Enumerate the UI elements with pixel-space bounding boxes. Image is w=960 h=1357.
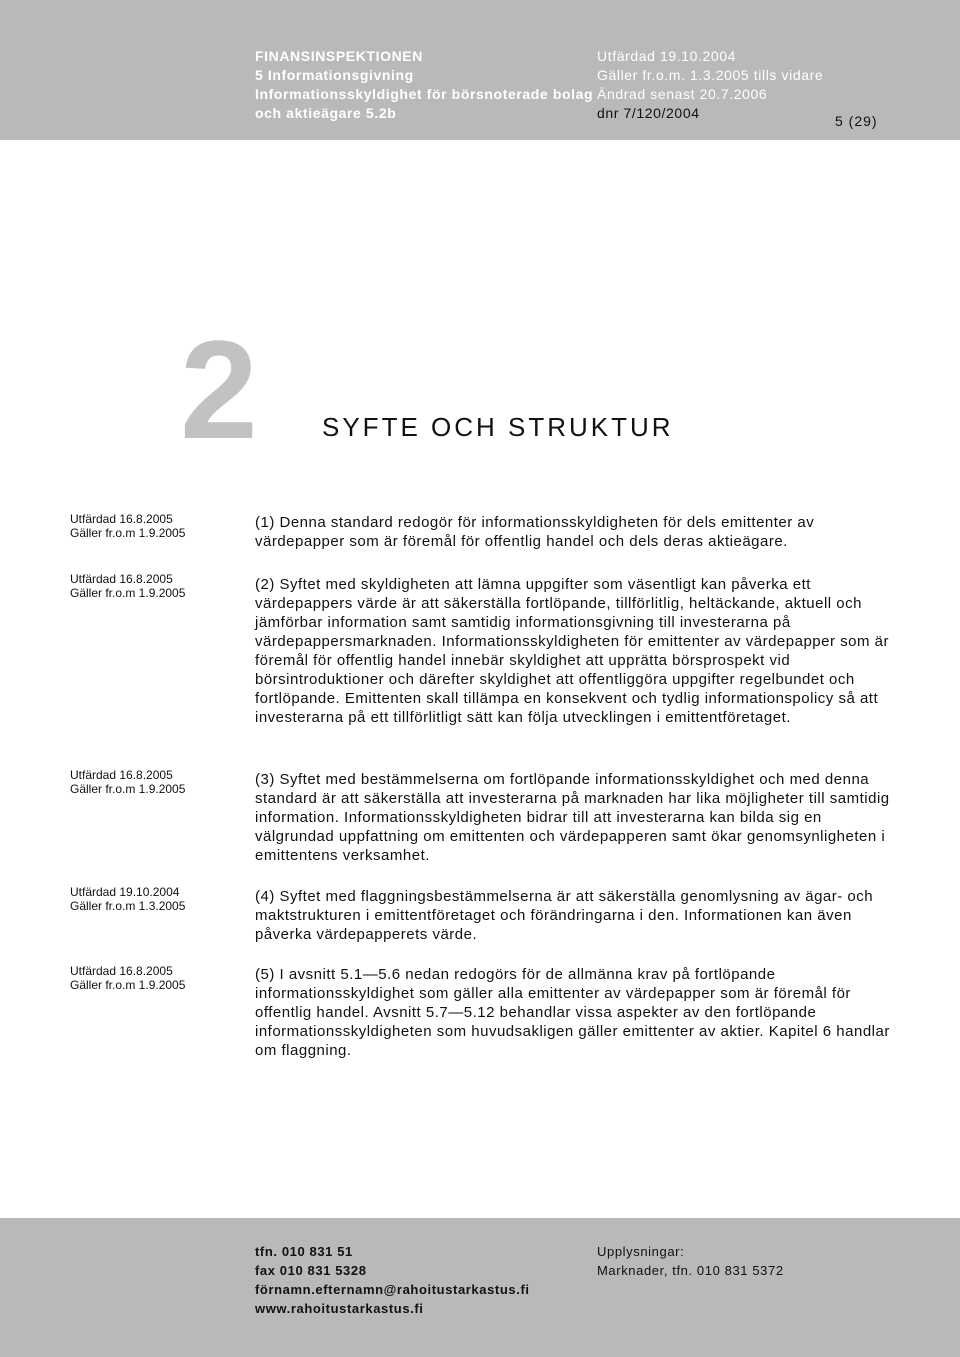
margin-valid: Gäller fr.o.m 1.9.2005 [70,526,186,540]
header-subject: Informationsskyldighet för börsnoterade bolag [255,86,594,102]
header-section: 5 Informationsgivning [255,67,414,83]
page-footer [0,1218,960,1357]
footer-email: förnamn.efternamn@rahoitustarkastus.fi [255,1282,530,1297]
margin-valid: Gäller fr.o.m 1.9.2005 [70,782,186,796]
chapter-title: SYFTE OCH STRUKTUR [322,412,674,442]
header-issued-date: Utfärdad 19.10.2004 [597,48,737,64]
header-org-name: FINANSINSPEKTIONEN [255,48,423,64]
margin-valid: Gäller fr.o.m 1.3.2005 [70,899,186,913]
footer-info-block [597,1242,784,1280]
footer-fax: fax 010 831 5328 [255,1263,367,1278]
margin-note [70,964,185,992]
margin-valid: Gäller fr.o.m 1.9.2005 [70,978,186,992]
footer-website: www.rahoitustarkastus.fi [255,1301,424,1316]
margin-note [70,768,185,796]
margin-note [70,572,185,600]
page-header [0,0,960,140]
chapter-number: 2 [180,311,254,468]
margin-valid: Gäller fr.o.m 1.9.2005 [70,586,186,600]
margin-note [70,885,185,913]
margin-issued: Utfärdad 16.8.2005 [70,512,173,526]
header-dnr: dnr 7/120/2004 [597,105,700,121]
margin-issued: Utfärdad 16.8.2005 [70,572,173,586]
footer-phone: tfn. 010 831 51 [255,1244,353,1259]
header-amended: Ändrad senast 20.7.2006 [597,86,768,102]
paragraph: (4) Syftet med flaggningsbestämmelserna är att säkerställa genomlysning av ägar- och maktstrukturen i emittentföretaget och förändringarna i den. Informationen kan även påverka värdepapperets värde. [255,888,874,943]
header-left-block [255,47,593,123]
margin-issued: Utfärdad 19.10.2004 [70,885,180,899]
paragraph: (5) I avsnitt 5.1—5.6 nedan redogörs för de allmänna krav på fortlöpande informationsskyldighet som gäller alla emittenter av värdepapper som är föremål för offentlig handel. Avsnitt 5.7—5.12 behandlar vissa aspekter av den fortlöpande informationsskyldigheten som huvudsakligen gäller emittenter av aktier. Kapitel 6 handlar om flaggning. [255,966,890,1059]
margin-issued: Utfärdad 16.8.2005 [70,768,173,782]
paragraph: (1) Denna standard redogör för informationsskyldigheten för dels emittenter av värdepapper som är föremål för offentlig handel och dels deras aktieägare. [255,514,815,550]
margin-note [70,512,185,540]
footer-info-phone: Marknader, tfn. 010 831 5372 [597,1263,784,1278]
header-valid-from: Gäller fr.o.m. 1.3.2005 tills vidare [597,67,824,83]
margin-issued: Utfärdad 16.8.2005 [70,964,173,978]
header-right-block [597,47,823,123]
page-number: 5 (29) [835,113,878,129]
footer-info-label: Upplysningar: [597,1244,685,1259]
header-subject-cont: och aktieägare 5.2b [255,105,397,121]
paragraph: (2) Syftet med skyldigheten att lämna uppgifter som väsentligt kan påverka ett värdepappers värde är att säkerställa fortlöpande, tillförlitlig, heltäckande, aktuell och jämförbar information samt samtidig informationsgivning till investerarna på värdepappersmarknaden. Informationsskyldigheten för emittenter av värdepapper som är föremål för offentlig handel innebär skyldighet att upprätta börsprospekt vid börsintroduktioner och därefter skyldighet att offentliggöra uppgifter regelbundet och fortlöpande. Emittenten skall tillämpa en konsekvent och tydlig informationspolicy så att investerarna på ett tillförlitligt sätt kan följa utvecklingen i emittentföretaget. [255,576,889,726]
paragraph: (3) Syftet med bestämmelserna om fortlöpande informationsskyldighet och med denna standard är att säkerställa att investerarna på marknaden har lika möjligheter till samtidig information. Informationsskyldigheten bidrar till att investerarna kan bilda sig en välgrundad uppfattning om emittenten och värdepapperen samt ökar genomsynligheten i emittentens verksamhet. [255,771,890,864]
footer-contact-block [255,1242,530,1318]
